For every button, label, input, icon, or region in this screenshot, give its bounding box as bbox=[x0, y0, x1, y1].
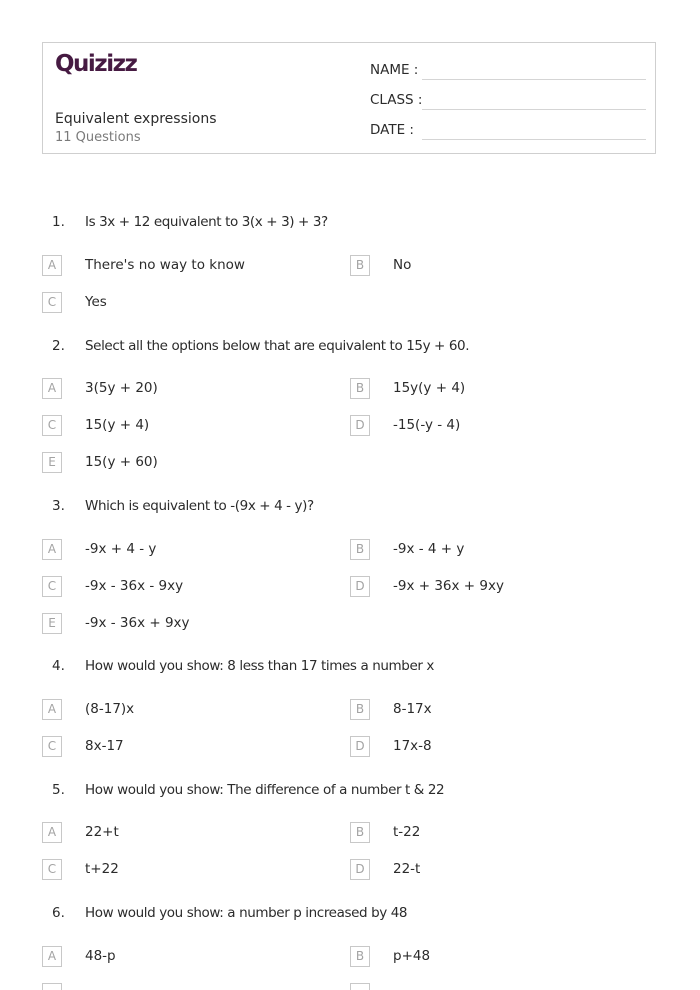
question-number: 5. bbox=[52, 782, 65, 798]
option-letter-box[interactable]: A bbox=[42, 378, 62, 399]
option-letter-box[interactable]: C bbox=[42, 859, 62, 880]
option-letter-box-partial bbox=[42, 983, 62, 990]
option-text: (8-17)x bbox=[85, 701, 135, 717]
question-text: How would you show: a number p increased by 48 bbox=[85, 905, 408, 921]
option-letter-box[interactable]: B bbox=[350, 378, 370, 399]
option-text: 48-p bbox=[85, 948, 116, 964]
option-text: -15(-y - 4) bbox=[393, 417, 461, 433]
option-text: 15y(y + 4) bbox=[393, 380, 466, 396]
question-number: 4. bbox=[52, 658, 65, 674]
question-text: Is 3x + 12 equivalent to 3(x + 3) + 3? bbox=[85, 214, 328, 230]
class-field[interactable] bbox=[370, 90, 646, 110]
option-text: 22+t bbox=[85, 824, 119, 840]
option-text: 15(y + 60) bbox=[85, 454, 158, 470]
option-letter-box[interactable]: B bbox=[350, 539, 370, 560]
option-text: There's no way to know bbox=[85, 257, 245, 273]
option-letter-box[interactable]: B bbox=[350, 946, 370, 967]
option-letter-box[interactable]: A bbox=[42, 822, 62, 843]
option-text: -9x - 36x - 9xy bbox=[85, 578, 184, 594]
option-letter-box[interactable]: A bbox=[42, 539, 62, 560]
question-text: Which is equivalent to -(9x + 4 - y)? bbox=[85, 498, 314, 514]
option-letter-box[interactable]: D bbox=[350, 859, 370, 880]
option-text: Yes bbox=[85, 294, 107, 310]
option-text: p+48 bbox=[393, 948, 431, 964]
option-letter-box[interactable]: B bbox=[350, 699, 370, 720]
question-text: How would you show: 8 less than 17 times a number x bbox=[85, 658, 434, 674]
option-text: 22-t bbox=[393, 861, 421, 877]
option-letter-box[interactable]: C bbox=[42, 415, 62, 436]
option-letter-box[interactable]: D bbox=[350, 576, 370, 597]
question-number: 6. bbox=[52, 905, 65, 921]
option-letter-box[interactable]: D bbox=[350, 736, 370, 757]
worksheet-header bbox=[42, 42, 656, 154]
option-text: -9x - 4 + y bbox=[393, 541, 465, 557]
option-letter-box[interactable]: A bbox=[42, 699, 62, 720]
option-letter-box-partial bbox=[350, 983, 370, 990]
option-text: No bbox=[393, 257, 412, 273]
question-text: How would you show: The difference of a number t & 22 bbox=[85, 782, 445, 798]
question-count: 11 Questions bbox=[55, 130, 141, 145]
date-label: DATE : bbox=[370, 122, 414, 138]
option-letter-box[interactable]: B bbox=[350, 255, 370, 276]
worksheet-title: Equivalent expressions bbox=[55, 111, 217, 127]
question-number: 3. bbox=[52, 498, 65, 514]
quizizz-logo: Quizizz bbox=[55, 51, 137, 77]
option-letter-box[interactable]: A bbox=[42, 255, 62, 276]
option-text: -9x + 4 - y bbox=[85, 541, 157, 557]
option-text: 8x-17 bbox=[85, 738, 124, 754]
option-letter-box[interactable]: E bbox=[42, 452, 62, 473]
question-text: Select all the options below that are equivalent to 15y + 60. bbox=[85, 338, 470, 354]
question-number: 2. bbox=[52, 338, 65, 354]
option-text: 15(y + 4) bbox=[85, 417, 150, 433]
option-text: -9x + 36x + 9xy bbox=[393, 578, 504, 594]
name-label: NAME : bbox=[370, 62, 419, 78]
date-field[interactable] bbox=[370, 120, 646, 140]
option-text: -9x - 36x + 9xy bbox=[85, 615, 190, 631]
option-letter-box[interactable]: E bbox=[42, 613, 62, 634]
name-line[interactable] bbox=[422, 79, 646, 80]
option-text: 8-17x bbox=[393, 701, 432, 717]
option-letter-box[interactable]: C bbox=[42, 736, 62, 757]
name-field[interactable] bbox=[370, 60, 646, 80]
option-text: 17x-8 bbox=[393, 738, 432, 754]
option-letter-box[interactable]: C bbox=[42, 576, 62, 597]
class-line[interactable] bbox=[422, 109, 646, 110]
option-letter-box[interactable]: A bbox=[42, 946, 62, 967]
question-number: 1. bbox=[52, 214, 65, 230]
option-text: t+22 bbox=[85, 861, 119, 877]
class-label: CLASS : bbox=[370, 92, 423, 108]
option-letter-box[interactable]: B bbox=[350, 822, 370, 843]
date-line[interactable] bbox=[422, 139, 646, 140]
option-text: 3(5y + 20) bbox=[85, 380, 158, 396]
option-text: t-22 bbox=[393, 824, 421, 840]
option-letter-box[interactable]: C bbox=[42, 292, 62, 313]
option-letter-box[interactable]: D bbox=[350, 415, 370, 436]
